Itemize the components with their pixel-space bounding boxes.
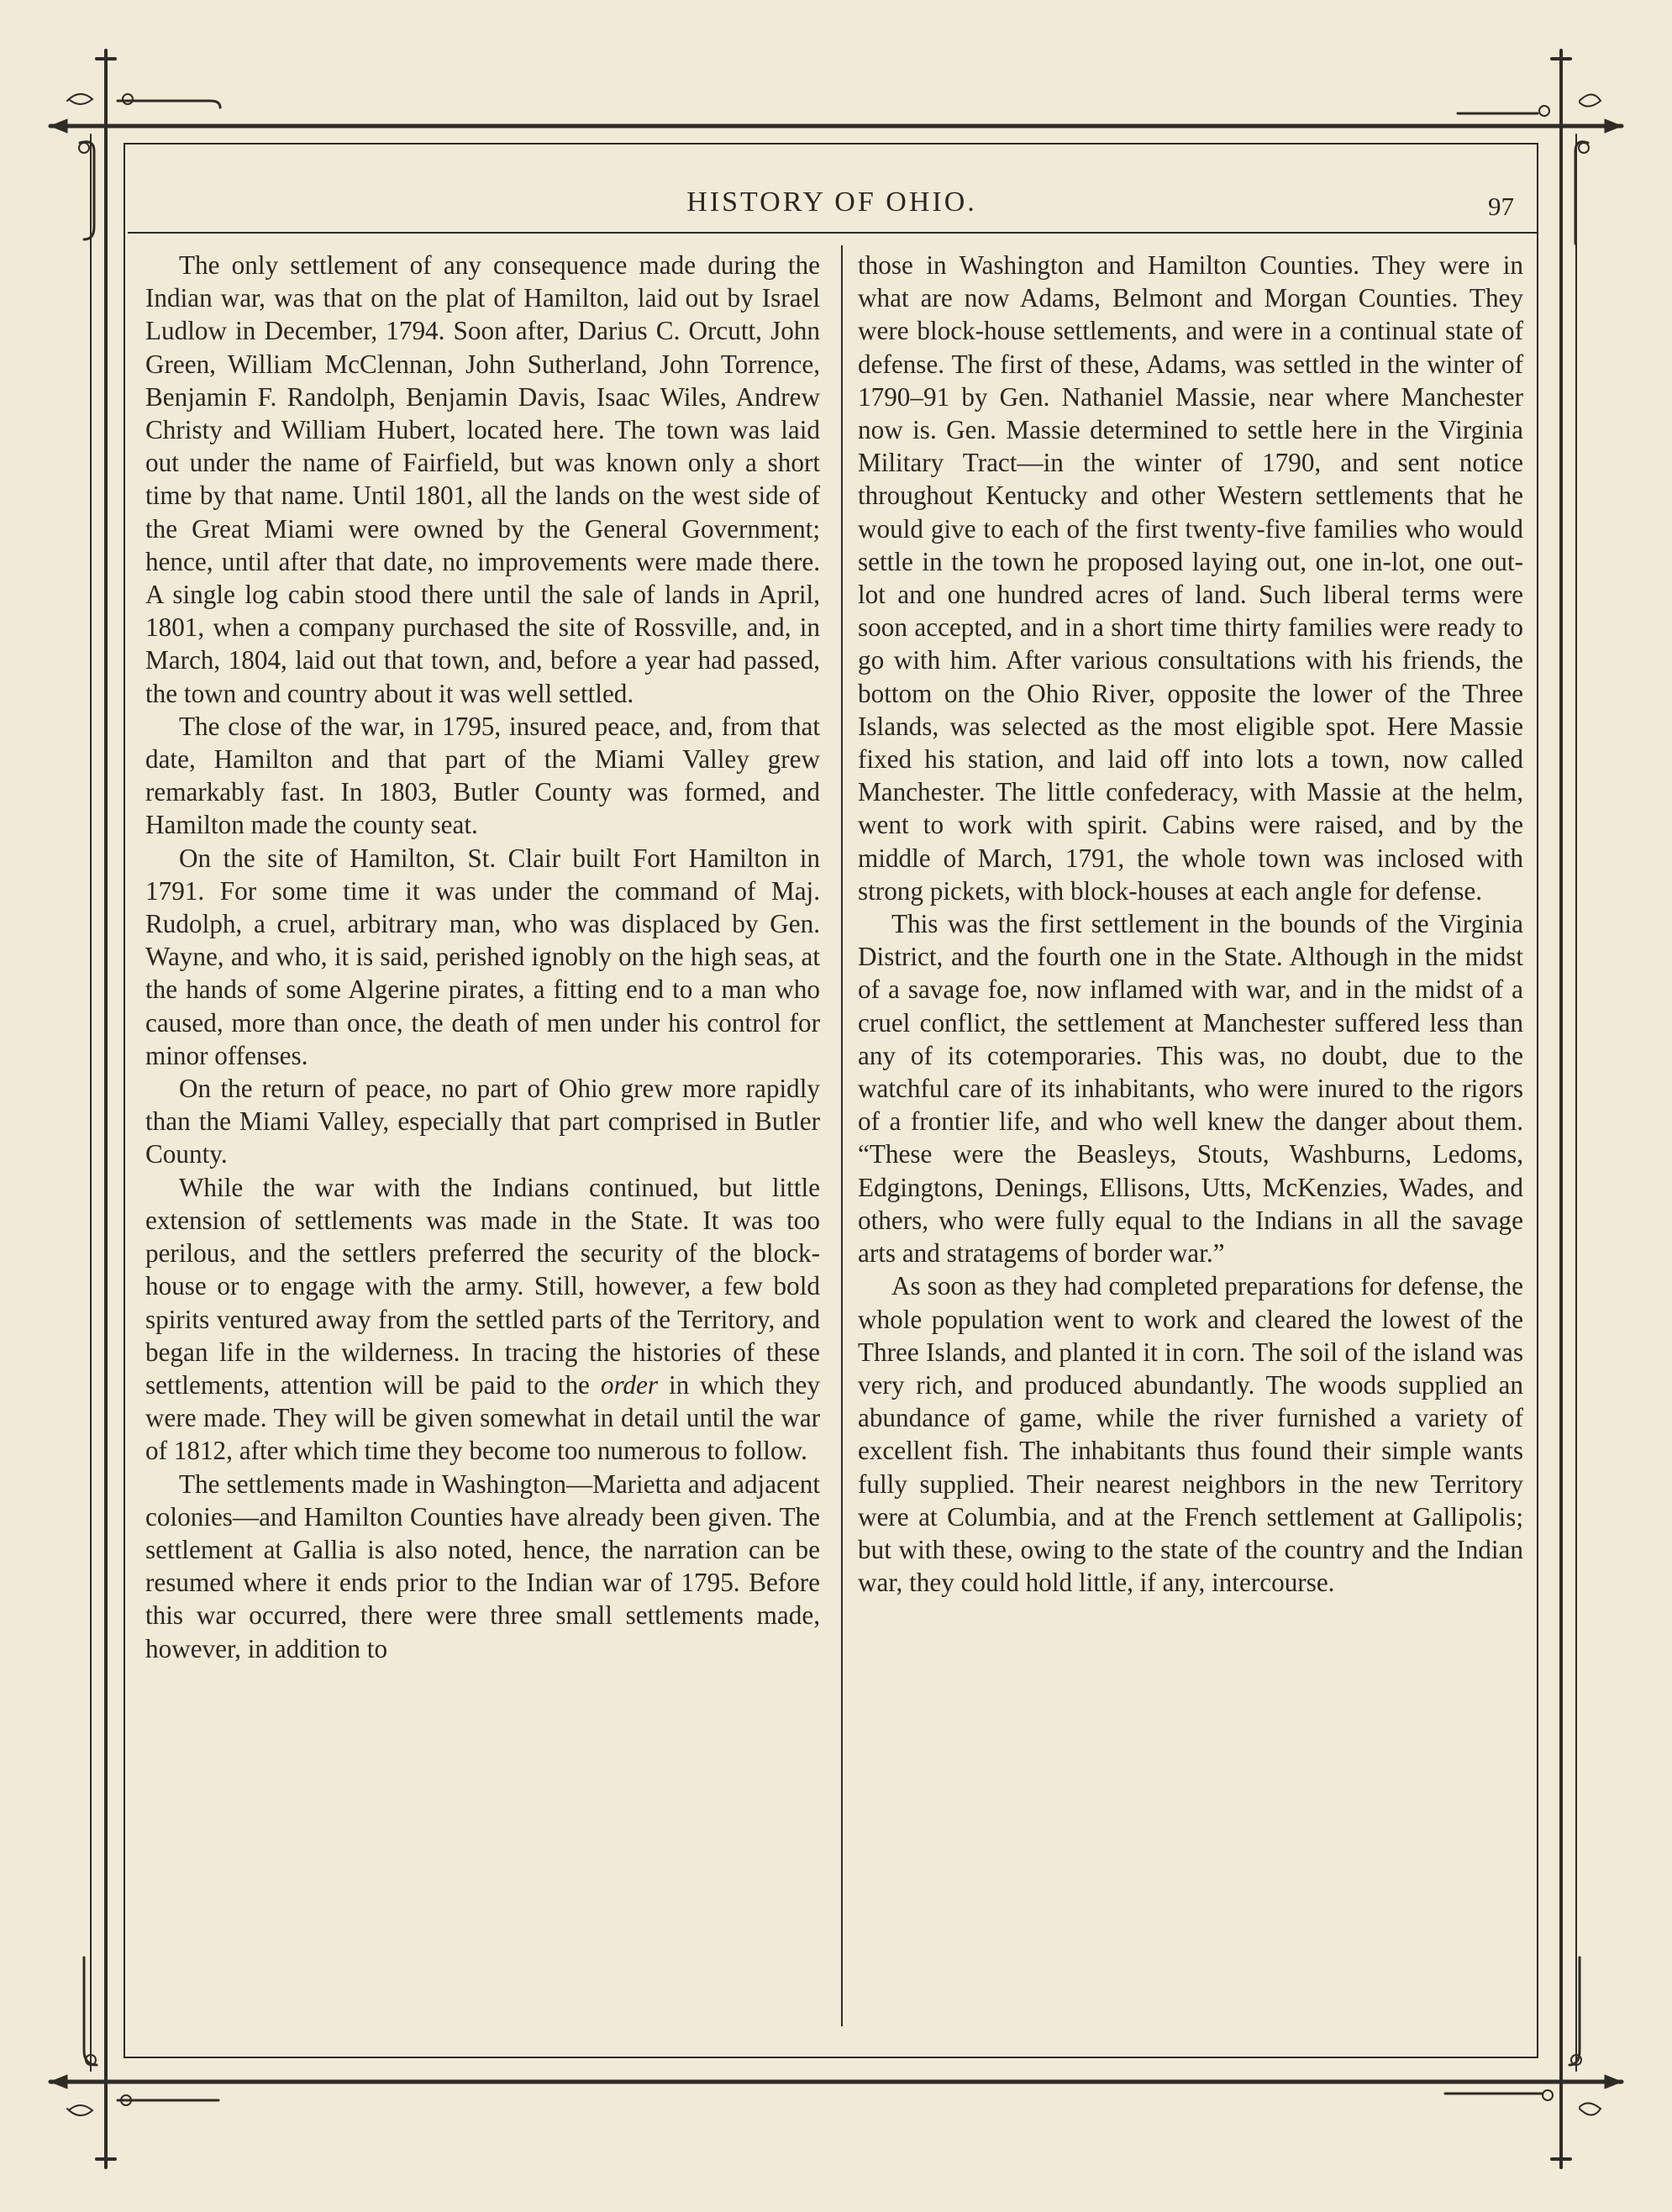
right-column: [858, 249, 1523, 1599]
paragraph: On the site of Hamilton, St. Clair built Fort Hamilton in 1791. For some time it was under the command of Maj. Rudolph, a cruel, arbitrary man, who was displaced by Gen. Wayne, and who, it is said, perished ignobly on the high seas, at the hands of some Algerine pirates, a fitting end to a man who caused, more than once, the death of men under his control for minor offenses.: [145, 843, 820, 1070]
paragraph: The settlements made in Washington—Marietta and adjacent colonies—and Hamilton Counties have already been given. The settlement at Gallia is also noted, hence, the narration can be resumed where it ends prior to the Indian war of 1795. Before this war occurred, there were three small settlements made, however, in addition to: [145, 1469, 820, 1663]
page-number: 97: [1488, 192, 1514, 221]
page-header: [126, 168, 1538, 232]
text-run: in which they were made. They will be given somewhat in detail until the war of 1812, after which time they become too numerous to follow.: [145, 1369, 820, 1466]
italic-text: order: [600, 1369, 658, 1400]
text-run: While the war with the Indians continued, but little extension of settlements was made in the State. It was too perilous, and the settlers preferred the security of the block-house or to engage with the army. Still, however, a few bold spirits ventured away from the settled parts of the Territory, and began life in the wilderness. In tracing the histories of these settlements, attention will be paid to the: [145, 1172, 820, 1400]
paragraph: [145, 1171, 820, 1468]
paragraph: The close of the war, in 1795, insured peace, and, from that date, Hamilton and that part of the Miami Valley grew remarkably fast. In 1803, Butler County was formed, and Hamilton made the county seat.: [145, 711, 820, 840]
paragraph: those in Washington and Hamilton Counties. They were in what are now Adams, Belmont and Morgan Counties. They were block-house settlements, and were in a continual state of defense. The first of these, Adams, was settled in the winter of 1790–91 by Gen. Nathaniel Massie, near where Manchester now is. Gen. Massie determined to settle here in the Virginia Military Tract—in the winter of 1790, and sent notice throughout Kentucky and other Western settlements that he would give to each of the first twenty-five families who would settle in the town he proposed laying out, one in-lot, one out-lot and one hundred acres of land. Such liberal terms were soon accepted, and in a short time thirty families were ready to go with him. After various consultations with his friends, the bottom on the Ohio River, opposite the lower of the Three Islands, was selected as the most eligible spot. Here Massie fixed his station, and laid off into lots a town, now called Manchester. The little confederacy, with Massie at the helm, went to work with spirit. Cabins were raised, and by the middle of March, 1791, the whole town was inclosed with strong pickets, with block-houses at each angle for defense.: [858, 250, 1523, 906]
paragraph: On the return of peace, no part of Ohio grew more rapidly than the Miami Valley, especially that part comprised in Butler County.: [145, 1074, 820, 1169]
paragraph: The only settlement of any consequence made during the Indian war, was that on the plat of Hamilton, laid out by Israel Ludlow in December, 1794. Soon after, Darius C. Orcutt, John Green, William McClennan, John Sutherland, John Torrence, Benjamin F. Randolph, Benjamin Davis, Isaac Wiles, Andrew Christy and William Hubert, located here. The town was laid out under the name of Fairfield, but was known only a short time by that name. Until 1801, all the lands on the west side of the Great Miami were owned by the General Government; hence, until after that date, no improvements were made there. A single log cabin stood there until the sale of lands in April, 1801, when a company purchased the site of Rossville, and, in March, 1804, laid out that town, and, before a year had passed, the town and country about it was well settled.: [145, 250, 820, 708]
paragraph: As soon as they had completed preparations for defense, the whole population went to work and cleared the lowest of the Three Islands, and planted it in corn. The soil of the island was very rich, and produced abundantly. The woods supplied an abundance of game, while the river furnished a variety of excellent fish. The inhabitants thus found their simple wants fully supplied. Their nearest neighbors in the new Territory were at Columbia, and at the French settlement at Gallipolis; but with these, owing to the state of the country and the Indian war, they could hold little, if any, intercourse.: [858, 1271, 1523, 1598]
header-rule: [128, 232, 1537, 234]
column-divider: [841, 245, 843, 2026]
running-title: HISTORY OF OHIO.: [686, 187, 977, 218]
paragraph: This was the first settlement in the bounds of the Virginia District, and the fourth one in the State. Although in the midst of a savage foe, now inflamed with war, and in the midst of a cruel conflict, the settlement at Manchester suffered less than any of its cotemporaries. This was, no doubt, due to the watchful care of its inhabitants, who were inured to the rigors of a frontier life, and who well knew the danger about them. “These were the Beasleys, Stouts, Washburns, Ledoms, Edgingtons, Denings, Ellisons, Utts, McKenzies, Wades, and others, who were fully equal to the Indians in all the savage arts and stratagems of border war.”: [858, 909, 1523, 1269]
left-column: [145, 249, 820, 1665]
